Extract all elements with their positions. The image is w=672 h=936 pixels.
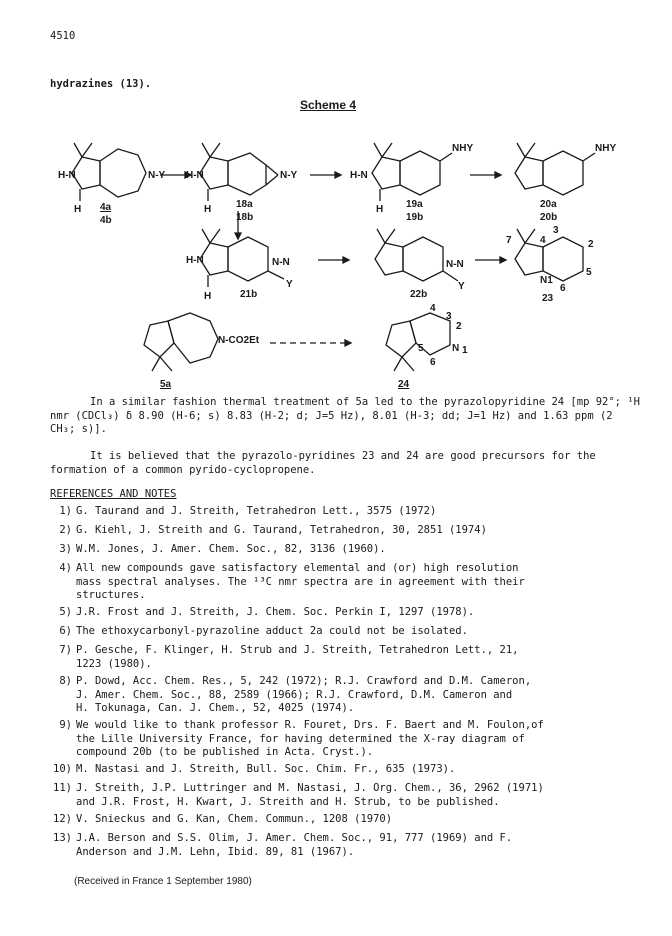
- label-20a: 20a: [540, 199, 557, 210]
- ref-text: J.R. Frost and J. Streith, J. Chem. Soc. Perkin I, 1297 (1978).: [76, 606, 475, 618]
- paragraph-2: It is believed that the pyrazolo-pyridines 23 and 24 are good precursors for the formation of a common pyrido-cyclopropene.: [50, 450, 596, 476]
- label-18a: 18a: [236, 199, 253, 210]
- label-20b: 20b: [540, 212, 558, 223]
- ring-num-24-n: N: [452, 343, 460, 354]
- label-ny-18: N-Y: [280, 170, 298, 181]
- label-24: 24: [398, 379, 410, 390]
- ref-text: G. Kiehl, J. Streith and G. Taurand, Tetrahedron, 30, 2851 (1974): [76, 524, 487, 536]
- label-nn-21: N-N: [272, 257, 290, 268]
- ref-text: J. Streith, J.P. Luttringer and M. Nastasi, J. Org. Chem., 36, 2962 (1971) and J.R. Frost, H. Kwart, J. Streith and H. Strub, to be published.: [76, 782, 544, 808]
- label-y-22: Y: [458, 281, 465, 292]
- ring-num-24-2: 2: [456, 321, 462, 332]
- label-y-21: Y: [286, 279, 293, 290]
- reference-1: [50, 505, 650, 519]
- structure-4: [72, 143, 146, 201]
- label-19b: 19b: [406, 212, 424, 223]
- reference-13: [50, 832, 650, 859]
- reference-11: [50, 782, 650, 809]
- label-22b: 22b: [410, 289, 428, 300]
- label-h-19: H: [376, 204, 384, 215]
- label-hn-19: H-N: [350, 170, 368, 181]
- reference-2: [50, 524, 650, 538]
- reaction-scheme: [0, 115, 672, 395]
- reference-3: [50, 543, 650, 557]
- label-hn-18: H-N: [186, 170, 204, 181]
- ring-num-24-5: 5: [418, 343, 424, 354]
- label-nhy-19: NHY: [452, 143, 474, 154]
- ref-number: 13): [53, 832, 72, 844]
- ring-num-23-4: 4: [540, 235, 546, 246]
- label-5a: 5a: [160, 379, 172, 390]
- structure-24: [386, 313, 450, 371]
- structure-22b: [375, 229, 458, 281]
- scheme-title: Scheme 4: [300, 98, 357, 112]
- ref-number: 9): [59, 719, 72, 731]
- ref-number: 4): [59, 562, 72, 574]
- reference-5: [50, 606, 650, 620]
- label-hn-21: H-N: [186, 255, 204, 266]
- label-h-21: H: [204, 291, 212, 302]
- label-co2et: N-CO2Et: [218, 335, 260, 346]
- reference-4: [50, 562, 650, 603]
- ref-number: 8): [59, 675, 72, 687]
- reference-8: [50, 675, 650, 716]
- ref-number: 7): [59, 644, 72, 656]
- ref-number: 2): [59, 524, 72, 536]
- ring-num-24-3: 3: [446, 311, 452, 322]
- page-number: 4510: [50, 30, 76, 42]
- reference-6: [50, 625, 650, 639]
- ring-num-23-7: 7: [506, 235, 512, 246]
- structure-19: [372, 143, 452, 201]
- ring-num-23-3: 3: [553, 225, 559, 236]
- label-4b: 4b: [100, 215, 112, 226]
- ref-text: The ethoxycarbonyl-pyrazoline adduct 2a could not be isolated.: [76, 625, 468, 637]
- ref-text: P. Dowd, Acc. Chem. Res., 5, 242 (1972); R.J. Crawford and D.M. Cameron, J. Amer. Chem. Soc., 88, 2589 (1966); R.J. Crawford, D.M. Cameron and H. Tokunaga, Can. J. Chem., 52, 4025 (1974).: [76, 675, 532, 714]
- label-h-4: H: [74, 204, 82, 215]
- structure-5a: [144, 313, 218, 371]
- ref-number: 6): [59, 625, 72, 637]
- ref-number: 11): [53, 782, 72, 794]
- label-19a: 19a: [406, 199, 423, 210]
- structure-20: [515, 143, 595, 195]
- ref-text: W.M. Jones, J. Amer. Chem. Soc., 82, 3136 (1960).: [76, 543, 386, 555]
- ref-text: J.A. Berson and S.S. Olim, J. Amer. Chem. Soc., 91, 777 (1969) and F. Anderson and J.M. Lehn, Ibid. 89, 81 (1967).: [76, 832, 513, 858]
- label-4a: 4a: [100, 202, 112, 213]
- ref-number: 1): [59, 505, 72, 517]
- structure-18: [200, 143, 278, 201]
- ref-text: M. Nastasi and J. Streith, Bull. Soc. Chim. Fr., 635 (1973).: [76, 763, 456, 775]
- reference-10: [50, 763, 650, 777]
- ref-number: 12): [53, 813, 72, 825]
- ring-num-23-6: 6: [560, 283, 566, 294]
- ref-text: V. Snieckus and G. Kan, Chem. Commun., 1208 (1970): [76, 813, 393, 825]
- ring-num-24-4: 4: [430, 303, 436, 314]
- ref-number: 10): [53, 763, 72, 775]
- label-23: 23: [542, 293, 554, 304]
- label-hn-4: H-N: [58, 170, 76, 181]
- ref-number: 3): [59, 543, 72, 555]
- ref-number: 5): [59, 606, 72, 618]
- ring-num-23-n1: 5: [586, 267, 592, 278]
- paragraph-1: In a similar fashion thermal treatment of 5a led to the pyrazolopyridine 24 [mp 92°; ¹H nmr (CDCl₃) δ 8.90 (H-6; s) 8.83 (H-2; d; J=5 Hz), 8.01 (H-3; dd; J=1 Hz) and 1.63 ppm (2 CH₃; s)].: [50, 396, 640, 435]
- ref-text: We would like to thank professor R. Fouret, Drs. F. Baert and M. Foulon,of the Lille University France, for having determined the X-ray diagram of compound 20b (to be published in Acta. Cryst.).: [76, 719, 544, 758]
- label-h-18: H: [204, 204, 212, 215]
- ring-num-24-1: 1: [462, 345, 468, 356]
- top-line: hydrazines (13).: [50, 78, 152, 90]
- ring-num-24-6: 6: [430, 357, 436, 368]
- received-note: (Received in France 1 September 1980): [74, 876, 252, 887]
- label-18b: 18b: [236, 212, 254, 223]
- reference-9: [50, 719, 650, 760]
- ref-text: All new compounds gave satisfactory elemental and (or) high resolution mass spectral analyses. The ¹³C nmr spectra are in agreement with their structures.: [76, 562, 525, 601]
- label-21b: 21b: [240, 289, 258, 300]
- reference-12: [50, 813, 650, 827]
- references-heading: REFERENCES AND NOTES: [50, 488, 177, 500]
- label-nn-22: N-N: [446, 259, 464, 270]
- ring-num-23-5: N1: [540, 275, 553, 286]
- label-nhy-20: NHY: [595, 143, 617, 154]
- ring-num-23-2: 2: [588, 239, 594, 250]
- ref-text: P. Gesche, F. Klinger, H. Strub and J. Streith, Tetrahedron Lett., 21, 1223 (1980).: [76, 644, 519, 670]
- ref-text: G. Taurand and J. Streith, Tetrahedron Lett., 3575 (1972): [76, 505, 437, 517]
- label-ny-4: N-Y: [148, 170, 166, 181]
- structure-23: [515, 229, 583, 281]
- reference-7: [50, 644, 650, 671]
